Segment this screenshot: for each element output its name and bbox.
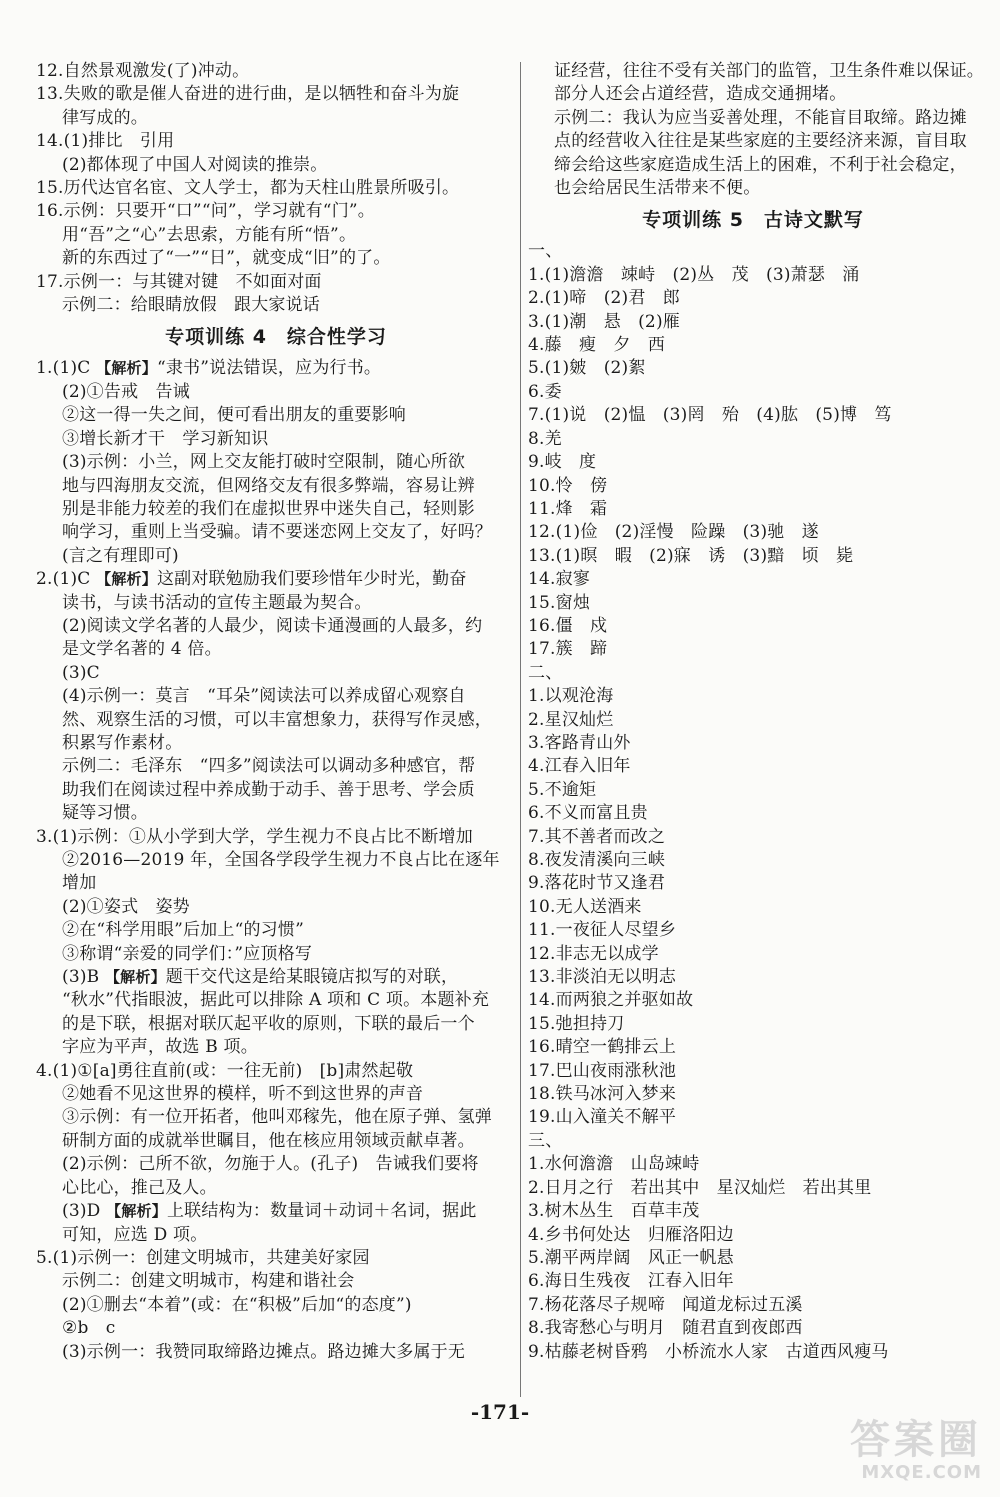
answer-line: 9.岐 度 (528, 452, 597, 473)
answer-line: 3.(1)潮 悬 (2)雁 (528, 311, 680, 332)
answer-line: 三、 (528, 1130, 563, 1151)
answer-line: “秋水”代指眼波，据此可以排除 A 项和 C 项。本题补充 (62, 990, 490, 1011)
answer-line: 14.(1)排比 引用 (36, 131, 175, 152)
answer-line: (2)①删去“本着”(或：在“积极”后加“的态度”) (62, 1294, 412, 1315)
answer-line: 14.而两狼之并驱如故 (528, 990, 694, 1011)
answer-line: (2)都体现了中国人对阅读的推崇。 (62, 154, 328, 175)
answer-line: 增加 (62, 873, 97, 894)
answer-line: 疑等习惯。 (62, 803, 148, 824)
answer-line: (3)示例：小兰，网上交友能打破时空限制，随心所欲 (62, 452, 466, 473)
answer-line: 9.落花时节又逢君 (528, 873, 666, 894)
answer-line: (3)B 【解析】题干交代这是给某眼镜店拟写的对联， (62, 967, 459, 988)
answer-line: 4.乡书何处达 归雁洛阳边 (528, 1224, 734, 1245)
answer-line: 然、观察生活的习惯，可以丰富想象力，获得写作灵感， (62, 709, 492, 730)
answer-line: 7.其不善者而改之 (528, 826, 666, 847)
answer-line: 16.示例：只要开“口”“问”，学习就有“门”。 (36, 201, 375, 222)
answer-line: 14.寂寥 (528, 569, 591, 590)
answer-line: 4.江春入旧年 (528, 756, 631, 777)
answer-line: 16.晴空一鹤排云上 (528, 1037, 677, 1058)
answer-line: 2.星汉灿烂 (528, 709, 614, 730)
answer-line: 11.烽 霜 (528, 498, 608, 519)
answer-line: 19.山入潼关不解平 (528, 1107, 677, 1128)
analysis-tag: 【解析】 (96, 570, 157, 589)
answer-line: 点的经营收入往往是某些家庭的主要经济来源，盲目取 (554, 131, 967, 152)
answer-line: (3)示例一：我赞同取缔路边摊点。路边摊大多属于无 (62, 1341, 466, 1362)
answer-line: (言之有理即可) (62, 545, 179, 566)
answer-line: 3.客路青山外 (528, 732, 631, 753)
answer-line: 二、 (528, 662, 563, 683)
answer-line: 3.树木丛生 百草丰茂 (528, 1201, 700, 1222)
answer-line: 缔会给这些家庭造成生活上的困难，不利于社会稳定， (554, 154, 967, 175)
answer-line: ③增长新才干 学习新知识 (62, 428, 269, 449)
answer-line: 5.(1)示例一：创建文明城市，共建美好家园 (36, 1247, 370, 1268)
answer-line: 15.弛担持刀 (528, 1013, 625, 1034)
answer-line: 8.夜发清溪向三峡 (528, 850, 666, 870)
answer-line: (4)示例一：莫言 “耳朵”阅读法可以养成留心观察自 (62, 686, 466, 707)
answer-line: 6.海日生残夜 江春入旧年 (528, 1271, 734, 1292)
answer-line: 12.非志无以成学 (528, 943, 659, 964)
answer-line: (2)①姿式 姿势 (62, 896, 190, 917)
answer-line: (2)①告戒 告诫 (62, 381, 190, 402)
answer-line: ②在“科学用眼”后加上“的习惯” (62, 920, 304, 941)
answer-line: 2.日月之行 若出其中 星汉灿烂 若出其里 (528, 1177, 872, 1198)
answer-line: 研制方面的成就举世瞩目，他在核应用领域贡献卓著。 (62, 1130, 475, 1151)
answer-line: 新的东西过了“一”“日”，就变成“旧”的了。 (62, 248, 391, 269)
answer-line: 10.怜 傍 (528, 475, 608, 496)
answer-line: 5.(1)皴 (2)絮 (528, 358, 646, 379)
answer-line: 17.示例一：与其键对键 不如面对面 (36, 271, 322, 292)
answer-line: (3)D 【解析】上联结构为：数量词＋动词＋名词，据此 (62, 1201, 477, 1222)
answer-line: 4.(1)①[a]勇往直前(或：一往无前) [b]肃然起敬 (36, 1060, 414, 1081)
answer-line: 也会给居民生活带来不便。 (554, 178, 761, 199)
answer-line: ②这一得一失之间，便可看出朋友的重要影响 (62, 405, 406, 426)
answer-line: 部分人还会占道经营，造成交通拥堵。 (554, 84, 847, 105)
answer-line: 16.僵 戍 (528, 615, 608, 636)
analysis-tag: 【解析】 (96, 359, 157, 378)
answer-line: 1.以观沧海 (528, 686, 614, 707)
answer-line: 助我们在阅读过程中养成勤于动手、善于思考、学会质 (62, 779, 475, 800)
analysis-tag: 【解析】 (106, 1202, 167, 1221)
answer-line: 4.藤 瘦 夕 西 (528, 335, 666, 356)
answer-line: ②她看不见这世界的模样，听不到这世界的声音 (62, 1084, 424, 1105)
watermark-logo (812, 1418, 982, 1490)
answer-line: ②b c (62, 1318, 116, 1339)
answer-line: 别是非能力较差的我们在虚拟世界中迷失自己，轻则影 (62, 498, 475, 519)
answer-line: 可知，应选 D 项。 (62, 1224, 208, 1245)
answer-line: 1.(1)澹澹 竦峙 (2)丛 茂 (3)萧瑟 涌 (528, 264, 860, 285)
answer-line: (2)阅读文学名著的人最少，阅读卡通漫画的人最多，约 (62, 615, 483, 636)
answer-line: 1.(1)C 【解析】“隶书”说法错误，应为行书。 (36, 358, 382, 379)
answer-line: 读书，与读书活动的宣传主题最为契合。 (62, 592, 372, 613)
answer-line: (2)示例：己所不欲，勿施于人。(孔子) 告诫我们要将 (62, 1154, 479, 1175)
answer-line: 13.(1)暝 暇 (2)寐 诱 (3)黯 顷 毙 (528, 545, 854, 566)
answer-line: 5.不逾矩 (528, 779, 597, 800)
answer-line: 8.我寄愁心与明月 随君直到夜郎西 (528, 1318, 803, 1339)
column-divider (520, 62, 521, 1397)
answer-line: 字应为平声，故选 B 项。 (62, 1037, 258, 1058)
answer-line: 一、 (528, 241, 563, 262)
watermark-top: 答案圈 (850, 1417, 982, 1463)
answer-line: 8.羌 (528, 428, 562, 449)
section-heading: 专项训练 4 综合性学习 (165, 326, 387, 349)
answer-line: 心比心，推己及人。 (62, 1177, 217, 1198)
left-column (36, 60, 516, 1364)
answer-line: 17.簇 蹄 (528, 639, 608, 660)
answer-line: ②2016—2019 年，全国各学段学生视力不良占比在逐年 (62, 850, 500, 870)
right-column (528, 60, 984, 1364)
answer-line: 9.枯藤老树昏鸦 小桥流水人家 古道西风瘦马 (528, 1341, 889, 1362)
answer-line: 7.(1)说 (2)愠 (3)罔 殆 (4)肱 (5)博 笃 (528, 405, 892, 426)
answer-line: 的是下联，根据对联仄起平收的原则，下联的最后一个 (62, 1013, 475, 1034)
answer-line: 10.无人送酒来 (528, 896, 642, 917)
answer-line: 律写成的。 (62, 107, 148, 128)
answer-line: 示例二：给眼睛放假 跟大家说话 (62, 295, 320, 316)
answer-line: 1.水何澹澹 山岛竦峙 (528, 1154, 700, 1175)
answer-line: 示例二：我认为应当妥善处理，不能盲目取缔。路边摊 (554, 107, 967, 128)
answer-line: ③示例：有一位开拓者，他叫邓稼先，他在原子弹、氢弹 (62, 1107, 492, 1128)
section-heading: 专项训练 5 古诗文默写 (642, 209, 864, 232)
answer-line: 2.(1)C 【解析】这副对联勉励我们要珍惜年少时光，勤奋 (36, 569, 467, 590)
answer-line: 18.铁马冰河入梦来 (528, 1084, 677, 1105)
answer-line: (3)C (62, 662, 100, 683)
page-number: -171- (470, 1400, 530, 1424)
answer-line: ③称谓“亲爱的同学们：”应顶格写 (62, 943, 313, 964)
answer-line: 2.(1)啼 (2)君 郎 (528, 288, 680, 309)
answer-line: 5.潮平两岸阔 风正一帆悬 (528, 1247, 734, 1268)
answer-line: 地与四海朋友交流，但网络交友有很多弊端，容易让辨 (62, 475, 475, 496)
answer-line: 6.委 (528, 381, 562, 402)
answer-line: 积累写作素材。 (62, 732, 183, 753)
answer-line: 用“吾”之“心”去思索，方能有所“悟”。 (62, 224, 357, 245)
answer-line: 7.杨花落尽子规啼 闻道龙标过五溪 (528, 1294, 803, 1315)
answer-line: 17.巴山夜雨涨秋池 (528, 1060, 677, 1081)
answer-line: 12.自然景观激发(了)冲动。 (36, 61, 250, 81)
watermark-bottom: MXQE.COM (861, 1462, 982, 1483)
answer-line: 13.失败的歌是催人奋进的进行曲，是以牺牲和奋斗为旋 (36, 84, 460, 105)
analysis-tag: 【解析】 (104, 968, 166, 987)
answer-line: 6.不义而富且贵 (528, 803, 648, 824)
answer-line: 示例二：创建文明城市，构建和谐社会 (62, 1271, 355, 1292)
answer-line: 示例二：毛泽东 “四多”阅读法可以调动多种感官，帮 (62, 756, 476, 777)
answer-line: 15.窗烛 (528, 592, 591, 613)
answer-line: 13.非淡泊无以明志 (528, 967, 677, 988)
answer-line: 3.(1)示例：①从小学到大学，学生视力不良占比不断增加 (36, 826, 473, 847)
answer-line: 11.一夜征人尽望乡 (528, 920, 677, 941)
answer-line: 15.历代达官名宦、文人学士，都为天柱山胜景所吸引。 (36, 178, 460, 199)
answer-line: 是文学名著的 4 倍。 (62, 639, 222, 660)
answer-line: 12.(1)俭 (2)淫慢 险躁 (3)驰 遂 (528, 522, 819, 543)
answer-line: 证经营，往往不受有关部门的监管，卫生条件难以保证。 (554, 61, 984, 81)
answer-line: 响学习，重则上当受骗。请不要迷恋网上交友了，好吗？ (62, 522, 492, 543)
